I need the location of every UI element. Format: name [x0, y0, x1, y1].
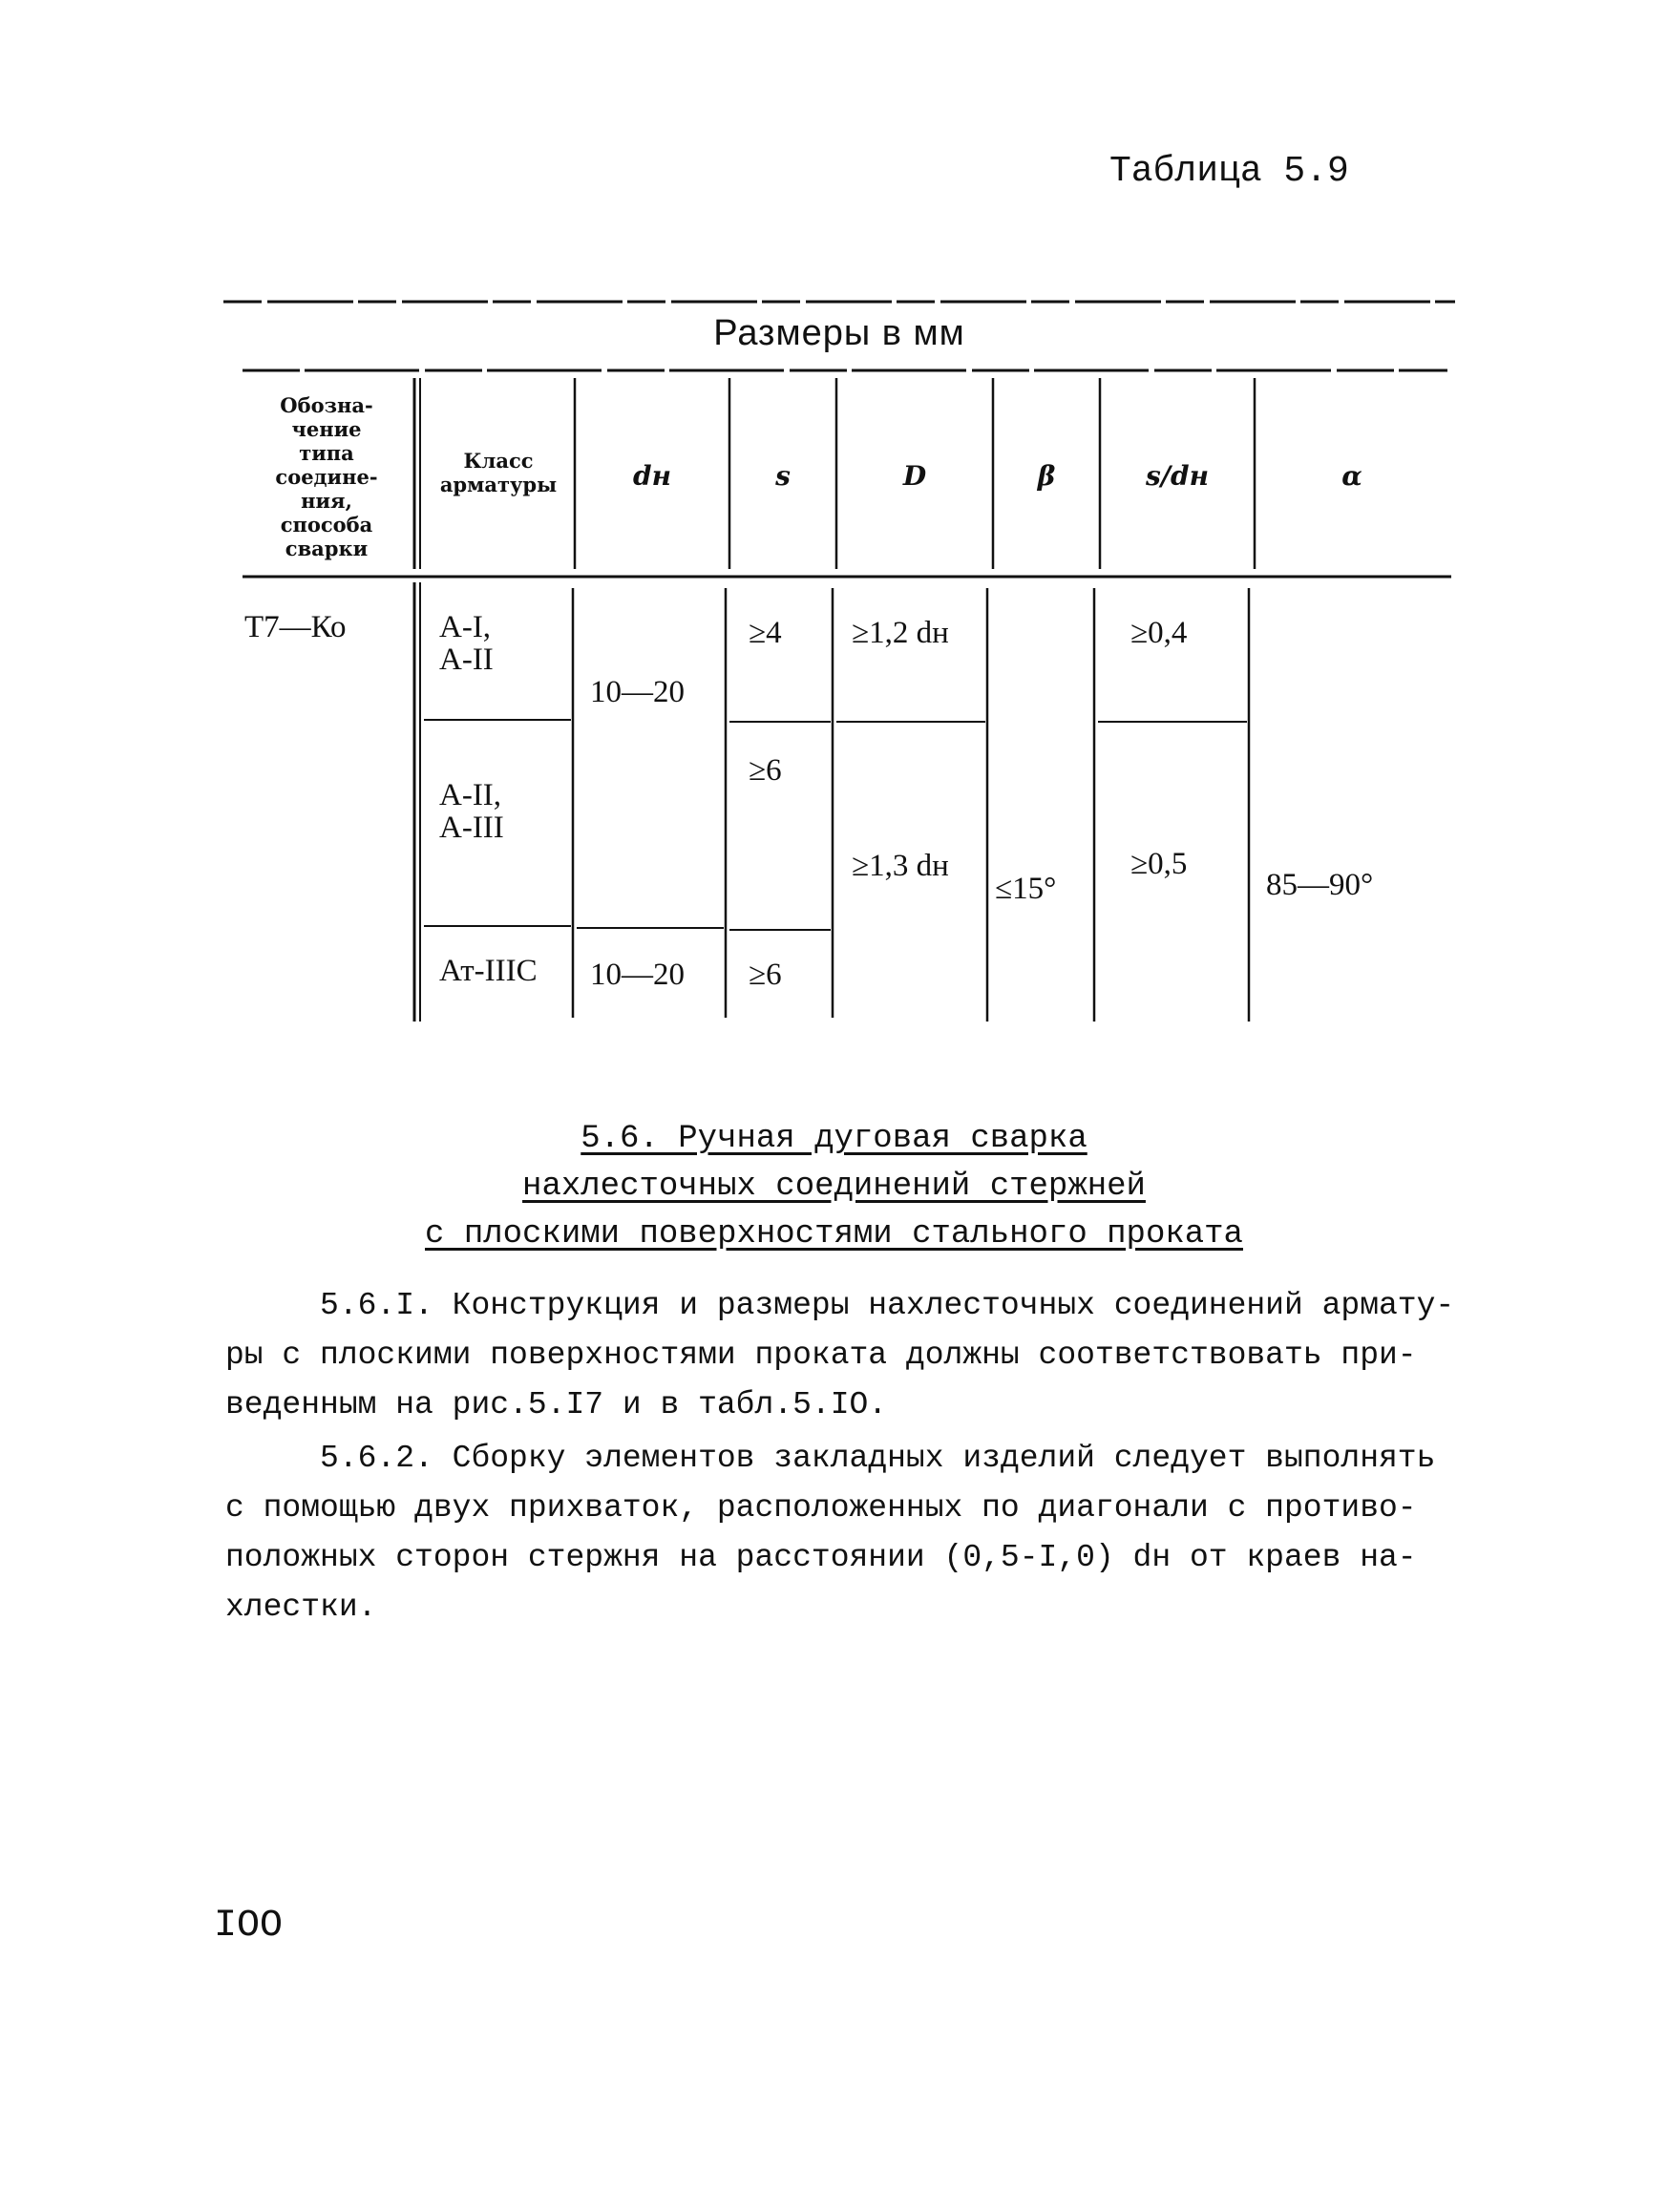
paragraph-line: положных сторон стержня на расстоянии (0,5-I,0) dн от краев на- [225, 1540, 1417, 1575]
header-dn: dн [633, 460, 671, 492]
cell-designation: Т7—Ко [244, 610, 347, 644]
cell-beta: ≤15° [995, 872, 1057, 906]
units-caption: Размеры в мм [713, 313, 965, 353]
cell-class-3: Ат-IIIС [439, 954, 538, 988]
cell-dn-1: 10—20 [590, 675, 685, 709]
header-D: D [902, 460, 927, 492]
header-class: Класс арматуры [439, 449, 558, 496]
header-alpha: α [1341, 460, 1362, 492]
dimensions-table [223, 296, 1455, 1031]
cell-alpha: 85—90° [1266, 868, 1374, 902]
section-heading [0, 1115, 1668, 1258]
cell-s-dn-1: ≥0,4 [1130, 616, 1188, 650]
section-heading-line: нахлесточных соединений стержней [522, 1169, 1146, 1205]
header-beta: β [1037, 460, 1056, 492]
cell-dn-2: 10—20 [590, 958, 685, 992]
header-s-dn: s/dн [1146, 460, 1209, 492]
cell-D-2: ≥1,3 dн [852, 849, 949, 883]
section-heading-line: 5.6. Ручная дуговая сварка [581, 1121, 1087, 1157]
paragraph-line: 5.6.I. Конструкция и размеры нахлесточных соединений армату- [225, 1288, 1455, 1323]
table-label: Таблица 5.9 [1109, 151, 1349, 192]
paragraph-line: с помощью двух прихваток, расположенных по диагонали с противо- [225, 1490, 1417, 1526]
paragraph-line: 5.6.2. Сборку элементов закладных изделий следует выполнять [225, 1441, 1436, 1476]
cell-s-2: ≥6 [749, 753, 782, 788]
paragraph-5-6-2 [225, 1434, 1436, 1633]
cell-s-dn-2: ≥0,5 [1130, 847, 1188, 881]
cell-class-1: А-I, А-II [439, 610, 494, 677]
cell-s-3: ≥6 [749, 958, 782, 992]
paragraph-line: веденным на рис.5.I7 и в табл.5.IO. [225, 1387, 888, 1422]
header-designation: Обозна- чение типа соедине- ния, способа сварки [275, 393, 378, 560]
section-heading-line: с плоскими поверхностями стального проката [425, 1216, 1243, 1253]
cell-D-1: ≥1,2 dн [852, 616, 949, 650]
paragraph-line: ры с плоскими поверхностями проката должны соответствовать при- [225, 1338, 1417, 1373]
header-s: s [775, 460, 791, 492]
cell-s-1: ≥4 [749, 616, 782, 650]
cell-class-2: А-II, А-III [439, 778, 504, 845]
paragraph-5-6-1 [225, 1281, 1455, 1430]
page-number: IOO [214, 1905, 284, 1948]
paragraph-line: хлестки. [225, 1590, 377, 1625]
